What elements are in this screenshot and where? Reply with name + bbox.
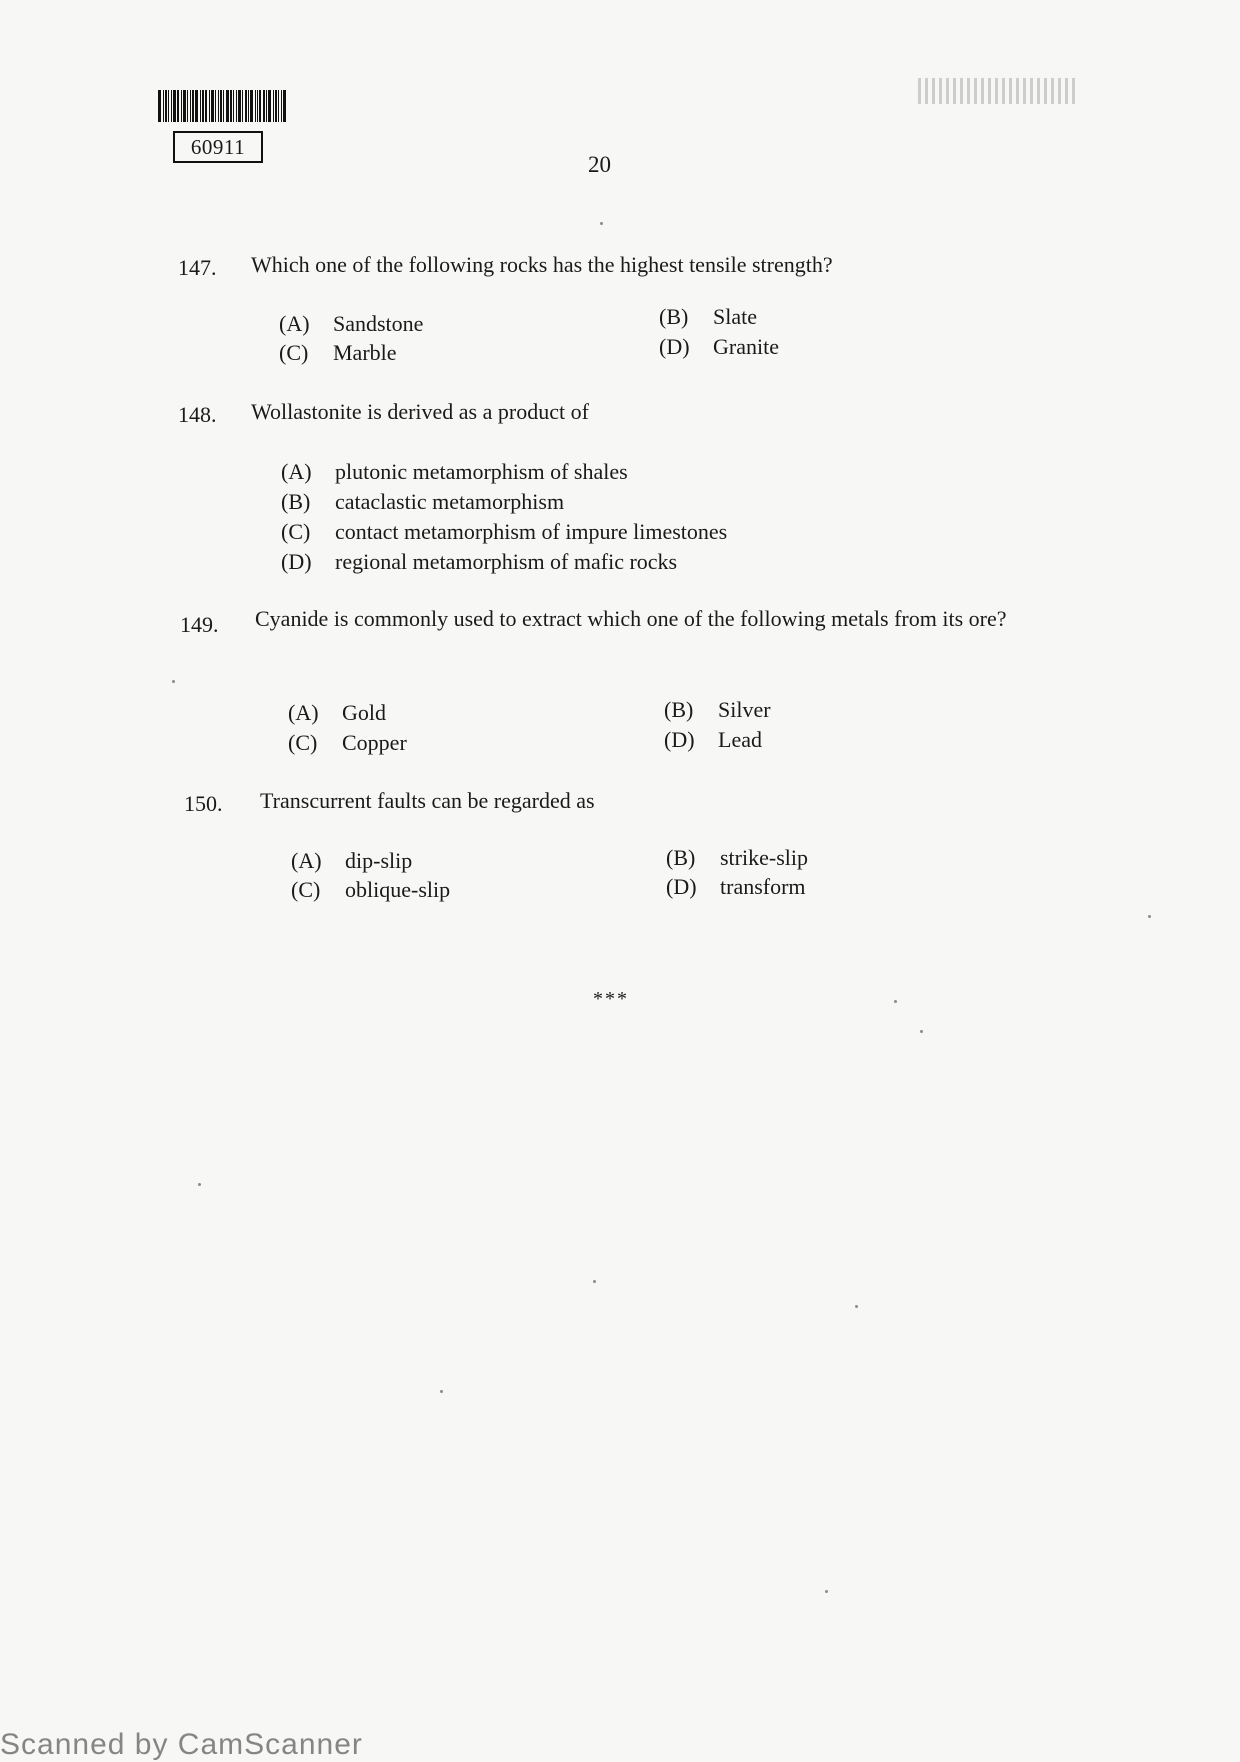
option (666, 874, 806, 900)
option-text: regional metamorphism of mafic rocks (335, 549, 678, 574)
barcode-bar (275, 90, 277, 122)
option-text: Gold (342, 700, 386, 725)
barcode-bar (165, 90, 167, 122)
question-text: Cyanide is commonly used to extract which one of the following metals from its ore? (255, 606, 1007, 631)
option (281, 459, 628, 485)
option-text: Lead (718, 727, 762, 752)
option-text: cataclastic metamorphism (335, 489, 565, 514)
option-letter: (D) (281, 549, 312, 574)
barcode-bar (266, 90, 267, 122)
option (288, 730, 407, 756)
barcode-bar (215, 90, 216, 122)
barcode (158, 90, 287, 122)
option (666, 845, 808, 871)
option-letter: (A) (288, 700, 319, 725)
option-letter: (A) (291, 848, 322, 873)
option (291, 877, 450, 903)
barcode-bar (242, 90, 243, 122)
option-text: Silver (718, 697, 771, 722)
barcode-bar (230, 90, 232, 122)
barcode-bar (255, 90, 256, 122)
question-text: Which one of the following rocks has the highest tensile strength? (251, 252, 833, 277)
barcode-bar (187, 90, 188, 122)
option (288, 700, 386, 726)
barcode-bar (171, 90, 172, 122)
option (664, 697, 771, 723)
option-text: strike-slip (720, 845, 808, 870)
barcode-bar (168, 90, 169, 122)
barcode-bar (192, 90, 194, 122)
barcode-bar (259, 90, 261, 122)
barcode-bar (263, 90, 265, 122)
barcode-bar (220, 90, 222, 122)
barcode-bar (173, 90, 176, 122)
barcode-bar (233, 90, 234, 122)
barcode-bar (209, 90, 210, 122)
paper-code-box: 60911 (173, 131, 263, 163)
page-number: 20 (588, 152, 611, 177)
option-text: dip-slip (345, 848, 413, 873)
barcode-bar (223, 90, 224, 122)
option-letter: (B) (666, 845, 696, 870)
barcode-bar (218, 90, 219, 122)
barcode-bar (238, 90, 241, 122)
barcode-bar (236, 90, 237, 122)
barcode-bar (195, 90, 198, 122)
question-number: 147. (178, 255, 217, 280)
barcode-bar (200, 90, 201, 122)
option (281, 549, 677, 575)
option (281, 519, 727, 545)
question-number: 148. (178, 402, 217, 427)
barcode-bar (283, 90, 286, 122)
barcode-bar (211, 90, 214, 122)
option-letter: (C) (288, 730, 318, 755)
option-letter: (B) (659, 304, 689, 329)
option-letter: (C) (291, 877, 321, 902)
barcode-bar (202, 90, 204, 122)
option-letter: (D) (666, 874, 697, 899)
barcode-bar (177, 90, 179, 122)
barcode-bar (226, 90, 229, 122)
option-text: Slate (713, 304, 757, 329)
bleed-through-mark (918, 78, 1078, 104)
barcode-bar (278, 90, 279, 122)
barcode-bar (158, 90, 161, 122)
option-text: oblique-slip (345, 877, 451, 902)
option-text: Marble (333, 340, 397, 365)
option (279, 340, 397, 366)
option-letter: (B) (664, 697, 694, 722)
option-letter: (B) (281, 489, 311, 514)
question-text: Transcurrent faults can be regarded as (260, 788, 595, 813)
barcode-bar (245, 90, 247, 122)
end-mark: *** (593, 988, 629, 1010)
option-text: Copper (342, 730, 407, 755)
question-text: Wollastonite is derived as a product of (251, 399, 589, 424)
option (279, 311, 423, 337)
option (659, 334, 779, 360)
option-letter: (C) (279, 340, 309, 365)
barcode-bar (273, 90, 274, 122)
option-text: plutonic metamorphism of shales (335, 459, 628, 484)
option-letter: (C) (281, 519, 311, 544)
option-letter: (A) (279, 311, 310, 336)
option-letter: (A) (281, 459, 312, 484)
barcode-bar (181, 90, 182, 122)
question-number: 149. (180, 612, 219, 637)
barcode-bar (281, 90, 282, 122)
barcode-bar (183, 90, 186, 122)
question-number: 150. (184, 791, 223, 816)
barcode-bar (205, 90, 207, 122)
option (664, 727, 762, 753)
barcode-bar (190, 90, 191, 122)
barcode-bar (163, 90, 164, 122)
option-text: Granite (713, 334, 779, 359)
barcode-bar (250, 90, 253, 122)
option (291, 848, 412, 874)
scanner-watermark: Scanned by CamScanner (0, 1728, 363, 1761)
barcode-bar (248, 90, 249, 122)
option-letter: (D) (664, 727, 695, 752)
option-text: contact metamorphism of impure limestones (335, 519, 728, 544)
option-letter: (D) (659, 334, 690, 359)
option-text: Sandstone (333, 311, 424, 336)
barcode-bar (268, 90, 271, 122)
option (659, 304, 757, 330)
barcode-bar (257, 90, 258, 122)
option-text: transform (720, 874, 806, 899)
option (281, 489, 564, 515)
